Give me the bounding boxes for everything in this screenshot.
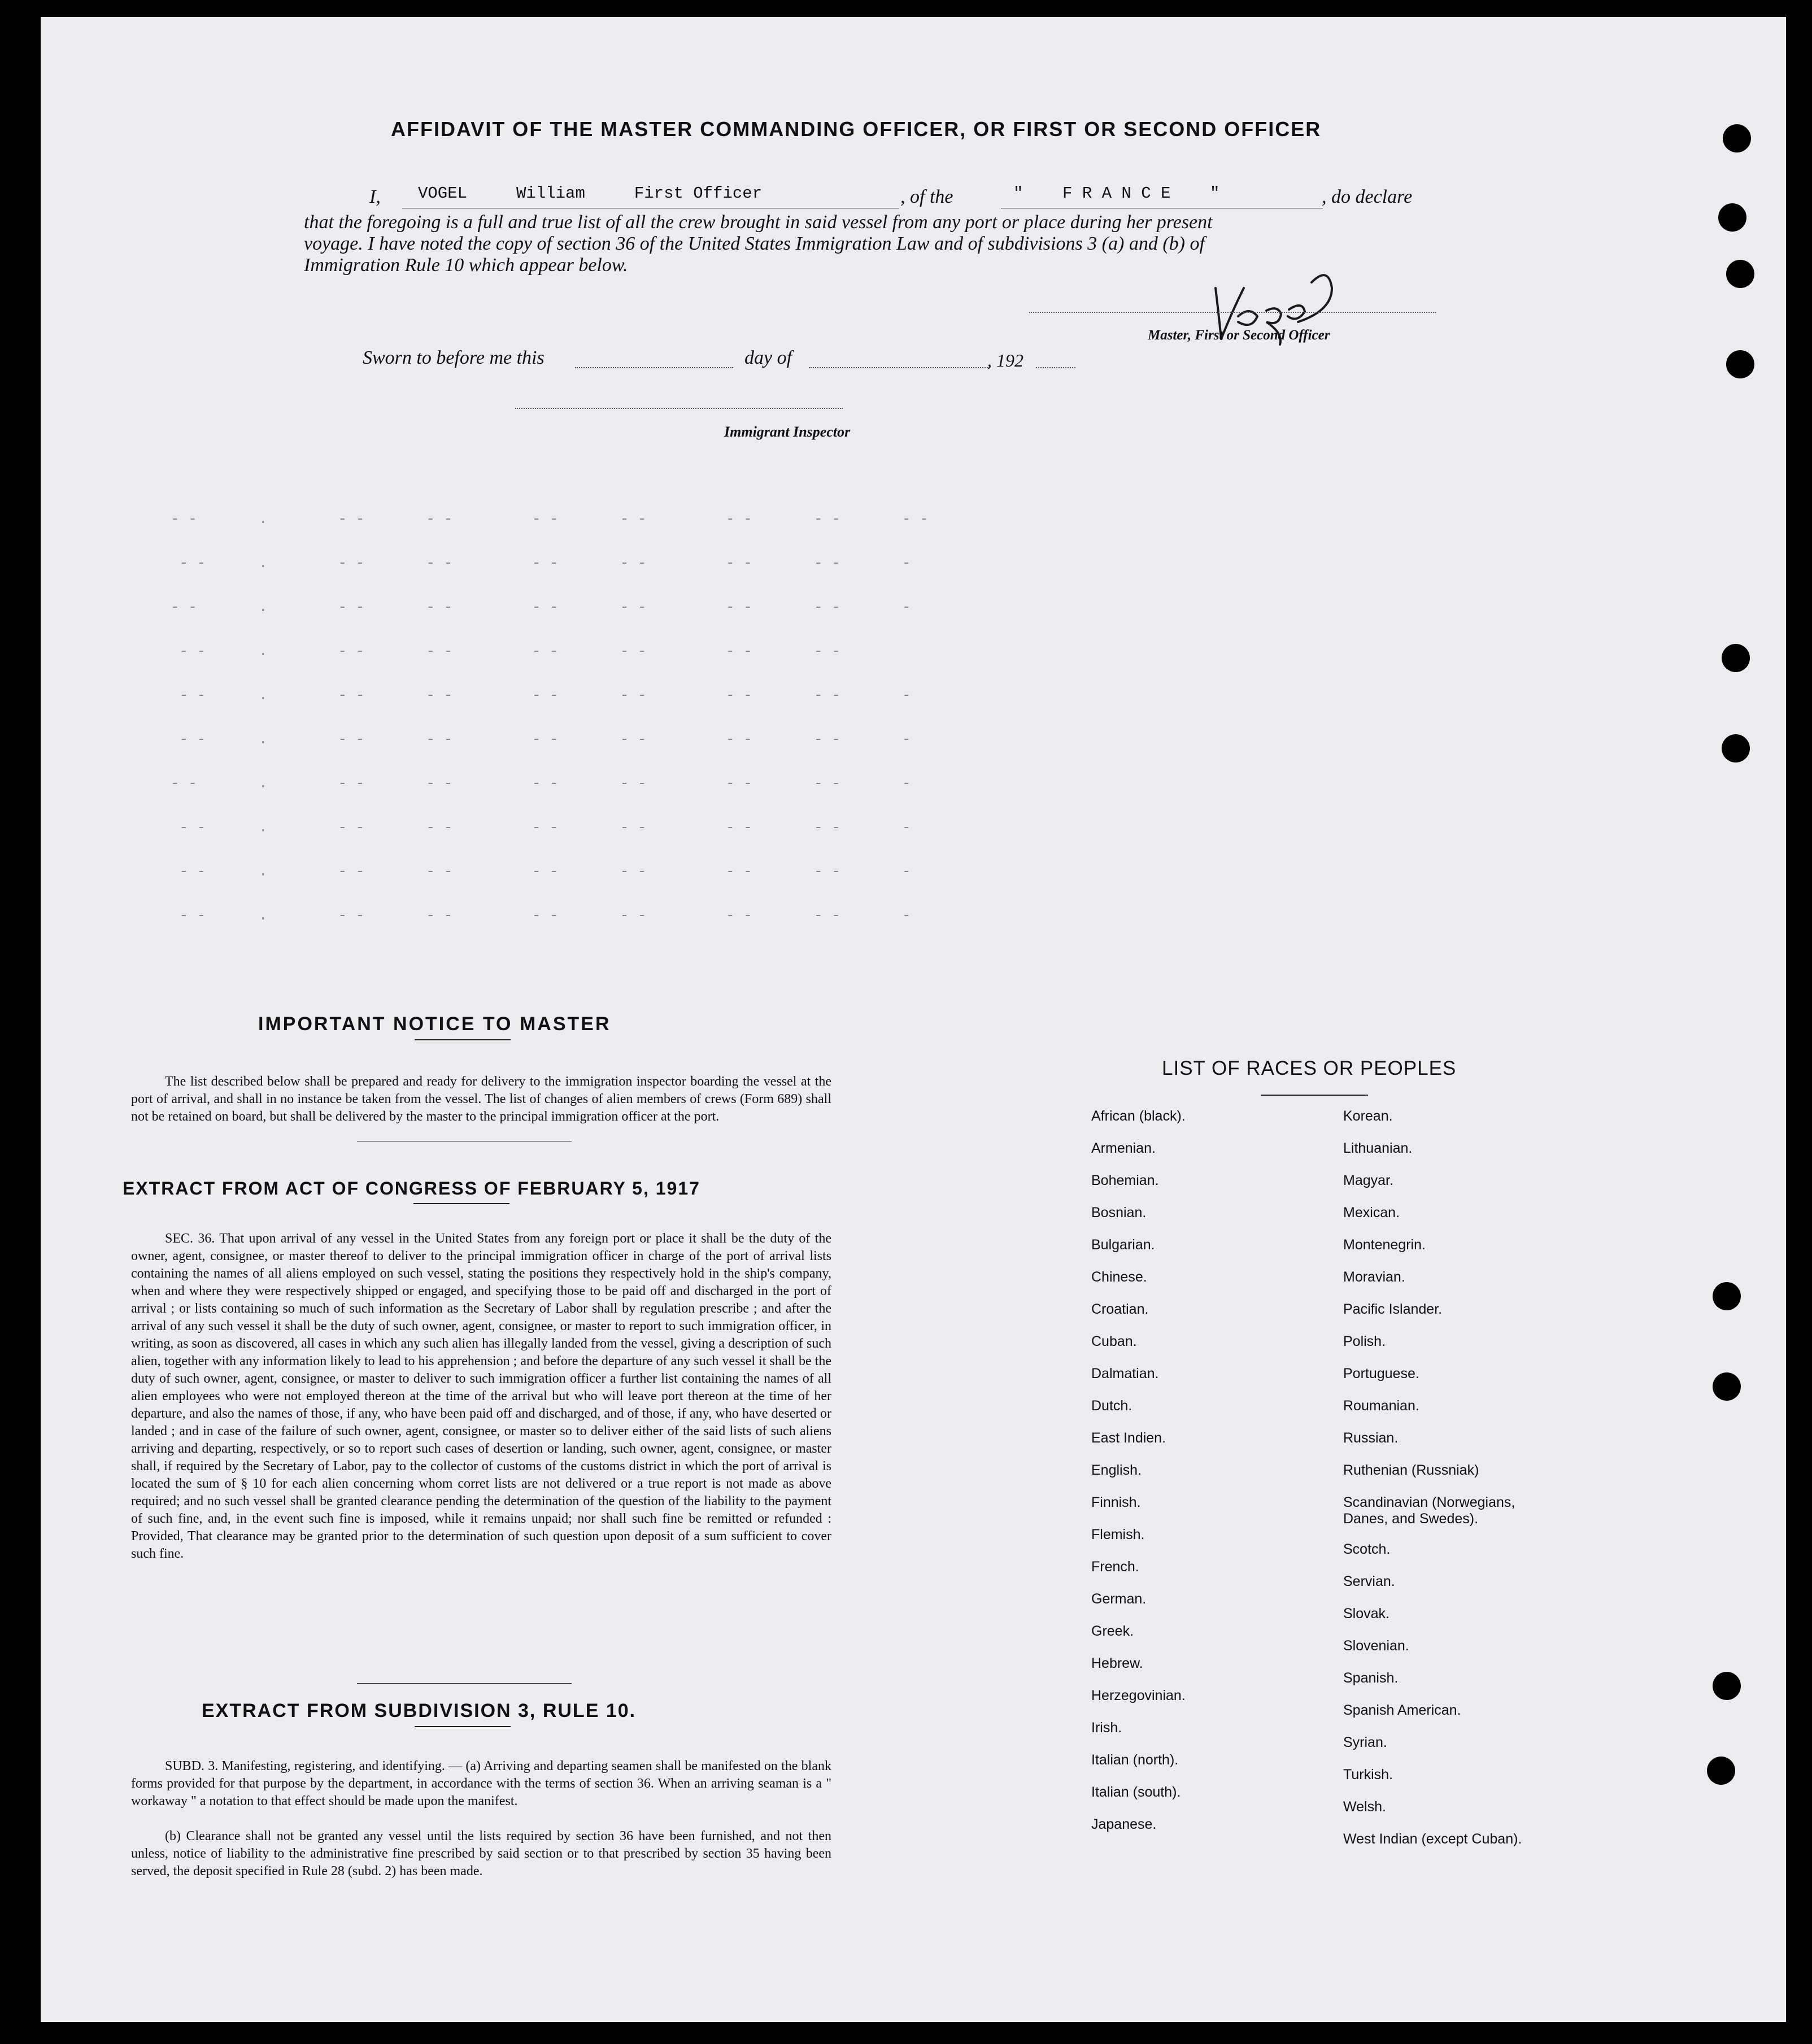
of-the-label: , of the bbox=[900, 186, 953, 207]
act-heading: EXTRACT FROM ACT OF CONGRESS OF FEBRUARY 5, 1917 bbox=[123, 1178, 700, 1198]
race-item: Spanish. bbox=[1343, 1670, 1399, 1686]
binder-hole bbox=[1722, 734, 1750, 762]
race-item: Japanese. bbox=[1091, 1816, 1157, 1832]
race-item: Moravian. bbox=[1343, 1269, 1405, 1285]
affidavit-line-2: that the foregoing is a full and true list of all the crew brought in said vessel from any port or place during her present bbox=[304, 212, 1213, 233]
act-heading-rule bbox=[413, 1203, 509, 1204]
race-item: English. bbox=[1091, 1462, 1142, 1478]
act-body: SEC. 36. That upon arrival of any vessel in the United States from any foreign port or place it shall be the duty of the owner, agent, consignee, or master thereof to deliver to the principal immigration officer in charge of the port of arrival lists containing the names of all aliens employed on such vessel, stating the positions they respectively hold in the ship's company, when and where they were respectively shipped or engaged, and specifying those to be paid off and discharged in the port of arrival ; or lists containing so much of such information as the Secretary of Labor shall by regulation prescribe ; and after the arrival of any such vessel it shall be the duty of such owner, agent, consignee, or master to report to such immigration officer, in writing, as soon as discovered, all cases in which any such alien has illegally landed from the vessel, giving a description of such alien, together with any information likely to lead to his apprehension ; and before the departure of any such vessel it shall be the duty of such owner, agent, consignee, or master to deliver to such immigration officer a further list containing the names of all alien employees who were not employed thereon at the time of the arrival but who will leave port thereon at the time of her departure, and also the names of those, if any, who have been paid off and discharged, and of those, if any, who have deserted or landed ; and in case of the failure of such owner, agent, consignee, or master so to deliver either of the said lists of such aliens arriving and departing, respectively, or so to report such cases of desertion or landing, such owner, agent, consignee, or master shall, if required by the Secretary of Labor, pay to the collector of customs of the customs district in which the port of arrival is located the sum of § 10 for each alien concerning whom corret lists are not delivered or a true report is not made as above required; and no such vessel shall be granted clearance pending the determination of the question of the liability to the payment of such fine, and, in the event such fine is imposed, while it remains unpaid; nor shall such fine be remitted or refunded : Provided, That clearance may be granted prior to the determination of such question upon deposit of a sum sufficient to cover such fine. bbox=[131, 1231, 831, 1561]
affidavit-pronoun: I, bbox=[369, 186, 381, 207]
race-item: Syrian. bbox=[1343, 1734, 1387, 1750]
rule-heading-rule bbox=[415, 1726, 511, 1727]
race-item: Polish. bbox=[1343, 1333, 1386, 1349]
binder-hole bbox=[1707, 1757, 1735, 1785]
affidavit-title: AFFIDAVIT OF THE MASTER COMMANDING OFFICER, OR FIRST OR SECOND OFFICER bbox=[391, 117, 1322, 141]
race-item: African (black). bbox=[1091, 1108, 1186, 1124]
race-item: Montenegrin. bbox=[1343, 1237, 1426, 1253]
sworn-day-blank bbox=[575, 367, 733, 368]
signature-line bbox=[1029, 312, 1436, 313]
race-item: Croatian. bbox=[1091, 1301, 1149, 1317]
affidavit-line-3: voyage. I have noted the copy of section 36 of the United States Immigration Law and of subdivisions 3 (a) and (b) of bbox=[304, 233, 1205, 254]
sworn-prefix: Sworn to before me this bbox=[363, 347, 545, 368]
sworn-month-blank bbox=[809, 367, 990, 368]
vessel-name-field: " F R A N C E " bbox=[1013, 184, 1220, 203]
binder-hole bbox=[1713, 1372, 1741, 1401]
race-item: Magyar. bbox=[1343, 1173, 1393, 1188]
notice-heading-rule bbox=[415, 1039, 511, 1040]
binder-hole bbox=[1713, 1672, 1741, 1700]
race-item: Scandinavian (Norwegians, Danes, and Swedes). bbox=[1343, 1494, 1515, 1527]
rule-para-a: SUBD. 3. Manifesting, registering, and identifying. — (a) Arriving and departing seamen shall be manifested on the blank forms provided for that purpose by the department, in accordance with the terms of section 36. When an arriving seaman is a " workaway " a notation to that effect should be made upon the manifest. bbox=[131, 1759, 831, 1808]
race-item: Mexican. bbox=[1343, 1205, 1400, 1221]
binder-hole bbox=[1722, 644, 1750, 672]
notice-heading: IMPORTANT NOTICE TO MASTER bbox=[258, 1013, 611, 1035]
race-item: Welsh. bbox=[1343, 1799, 1386, 1815]
race-item: Slovenian. bbox=[1343, 1638, 1409, 1654]
race-item: Bohemian. bbox=[1091, 1173, 1159, 1188]
officer-name-field: VOGEL William First Officer bbox=[418, 184, 763, 203]
race-item: French. bbox=[1091, 1559, 1139, 1575]
inspector-caption: Immigrant Inspector bbox=[724, 424, 851, 440]
notice-body: The list described below shall be prepared and ready for delivery to the immigration inspector boarding the vessel at the port of arrival, and shall in no instance be taken from the vessel. The list of changes of alien members of crews (Form 689) shall not be retained on board, but shall be delivered by the master to the principal immigration officer at the port. bbox=[131, 1074, 831, 1124]
race-item: Armenian. bbox=[1091, 1140, 1156, 1156]
race-item: Chinese. bbox=[1091, 1269, 1147, 1285]
document-page bbox=[41, 17, 1786, 2022]
races-heading: LIST OF RACES OR PEOPLES bbox=[1162, 1057, 1457, 1079]
sworn-year-label: , 192 bbox=[987, 350, 1023, 371]
race-item: East Indien. bbox=[1091, 1430, 1166, 1446]
race-item: Roumanian. bbox=[1343, 1398, 1419, 1414]
act-separator bbox=[357, 1683, 572, 1684]
race-item: Flemish. bbox=[1091, 1527, 1145, 1542]
binder-hole bbox=[1726, 260, 1754, 288]
do-declare-label: , do declare bbox=[1322, 186, 1413, 207]
race-item: Dutch. bbox=[1091, 1398, 1132, 1414]
binder-hole bbox=[1723, 124, 1751, 152]
affidavit-line-4: Immigration Rule 10 which appear below. bbox=[304, 255, 628, 276]
race-item: Korean. bbox=[1343, 1108, 1393, 1124]
race-item: Russian. bbox=[1343, 1430, 1399, 1446]
race-item: Spanish American. bbox=[1343, 1702, 1461, 1718]
race-item: Scotch. bbox=[1343, 1541, 1391, 1557]
race-item: Portuguese. bbox=[1343, 1366, 1419, 1381]
race-item: Irish. bbox=[1091, 1720, 1122, 1736]
rule-heading: EXTRACT FROM SUBDIVISION 3, RULE 10. bbox=[202, 1700, 637, 1722]
race-item: Turkish. bbox=[1343, 1767, 1393, 1782]
race-item: Italian (south). bbox=[1091, 1784, 1181, 1800]
race-item: Greek. bbox=[1091, 1623, 1134, 1639]
race-item: Bosnian. bbox=[1091, 1205, 1147, 1221]
race-item: Cuban. bbox=[1091, 1333, 1137, 1349]
inspector-signature-line bbox=[515, 408, 843, 409]
race-item: Slovak. bbox=[1343, 1606, 1390, 1622]
race-item: Lithuanian. bbox=[1343, 1140, 1413, 1156]
race-item: Pacific Islander. bbox=[1343, 1301, 1443, 1317]
race-item: German. bbox=[1091, 1591, 1147, 1607]
binder-hole bbox=[1713, 1282, 1741, 1310]
race-item: Bulgarian. bbox=[1091, 1237, 1155, 1253]
race-item: Servian. bbox=[1343, 1574, 1395, 1589]
race-item: Ruthenian (Russniak) bbox=[1343, 1462, 1479, 1478]
race-item: West Indian (except Cuban). bbox=[1343, 1831, 1522, 1847]
binder-hole bbox=[1718, 203, 1746, 232]
sworn-year-blank bbox=[1036, 367, 1075, 368]
race-item: Finnish. bbox=[1091, 1494, 1141, 1510]
race-item: Italian (north). bbox=[1091, 1752, 1179, 1768]
races-heading-rule bbox=[1261, 1095, 1368, 1096]
races-column-1 bbox=[1091, 1108, 1186, 1849]
binder-hole bbox=[1726, 350, 1754, 378]
race-item: Dalmatian. bbox=[1091, 1366, 1159, 1381]
races-column-2 bbox=[1343, 1108, 1547, 1863]
ghost-marks: - - . - - - - - - - - - - - - - - - - . - - - - - - - - - - - - - - - . - - - - - - - - - - - - - - - . - - - - - - - - - - - - - - . - - - - - - - - - - - - - - - . - - - - - - - - - - - - - - - . - - - - - - - - - - - - - - - . - - - - - - - - - - - - - - - . - - - - - - - - - - - - - - - . - - - - - - - - - - - - - bbox=[171, 511, 929, 924]
sworn-day-label: day of bbox=[744, 347, 792, 368]
signature-caption: Master, First or Second Officer bbox=[1148, 328, 1330, 343]
race-item: Herzegovinian. bbox=[1091, 1688, 1186, 1703]
rule-para-b: (b) Clearance shall not be granted any vessel until the lists required by section 36 have been furnished, and not then unless, notice of liability to the administrative fine prescribed by said section or to that prescribed by section 35 having been served, the deposit specified in Rule 28 (subd. 2) has been made. bbox=[131, 1829, 831, 1879]
race-item: Hebrew. bbox=[1091, 1655, 1143, 1671]
